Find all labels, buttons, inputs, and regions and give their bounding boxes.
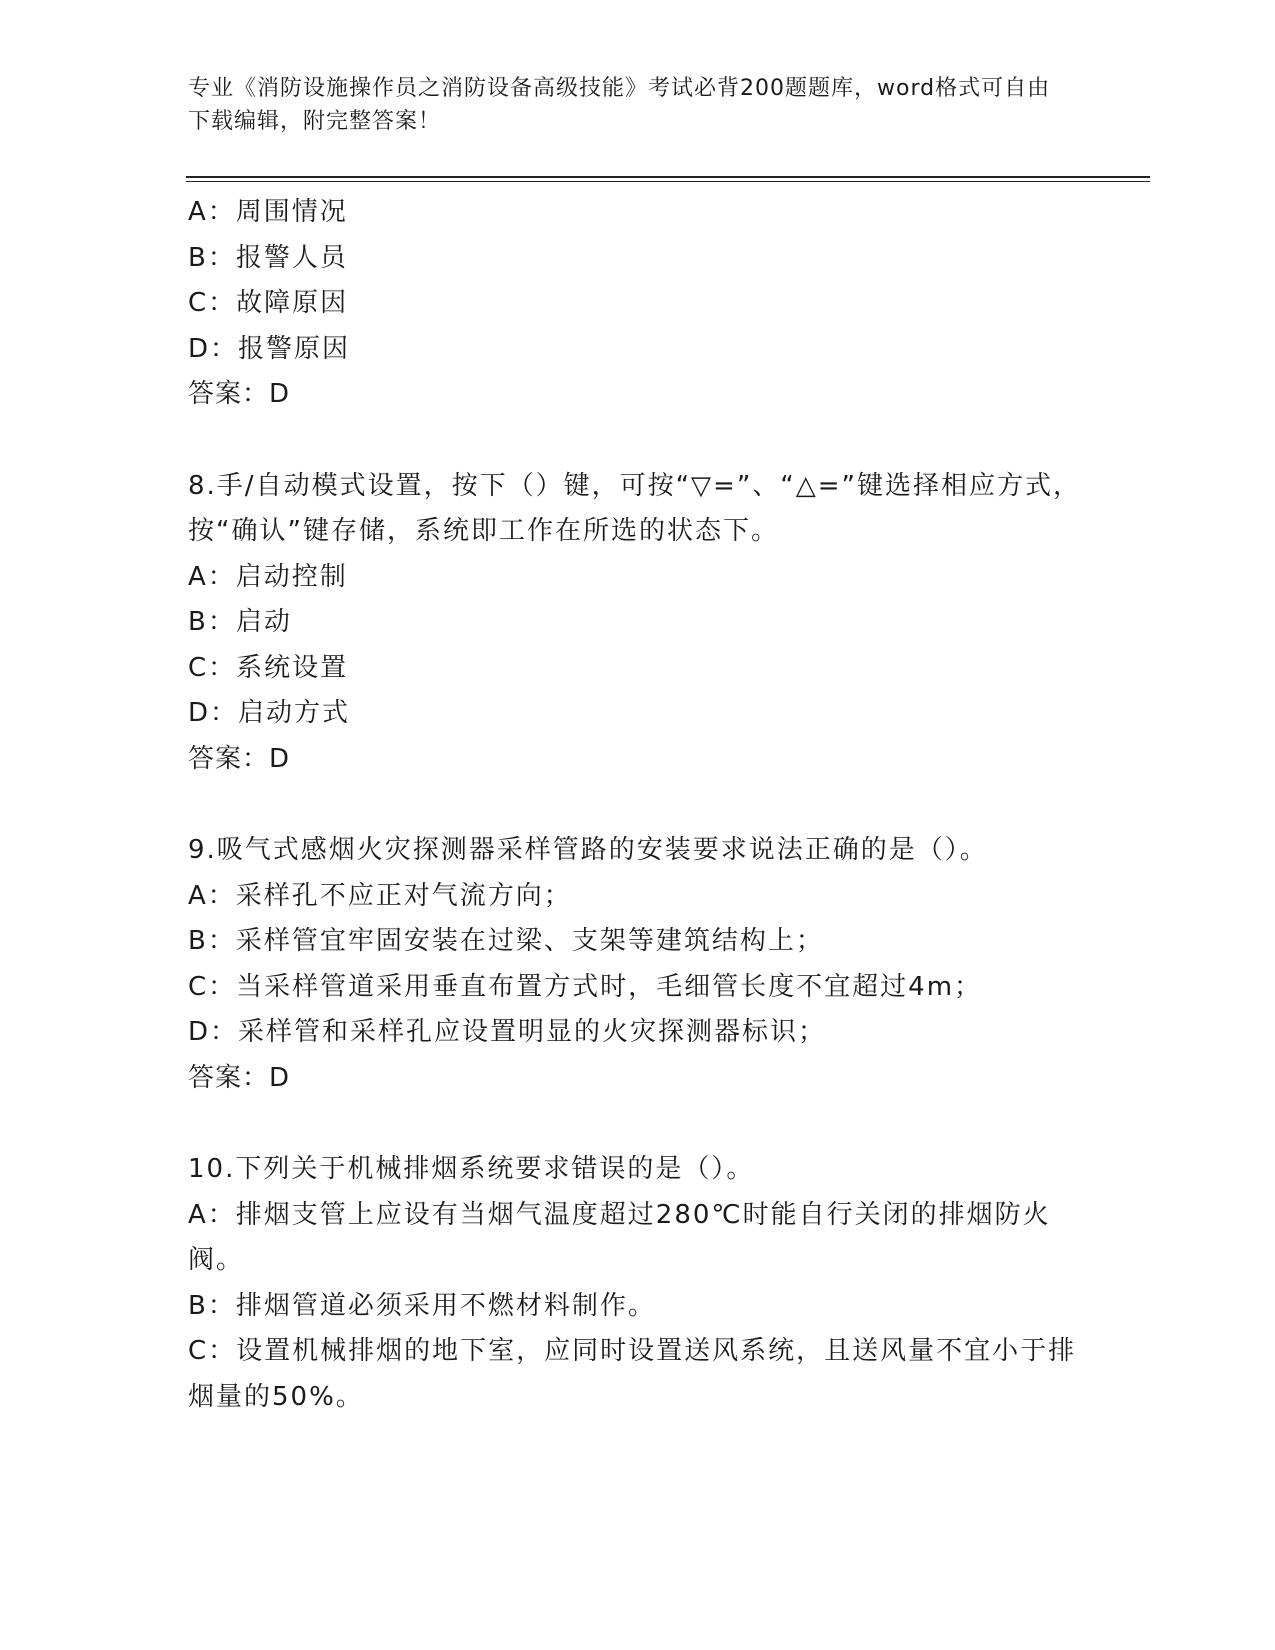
option-d: D：启动方式 — [188, 698, 351, 728]
option-c: C：当采样管道采用垂直布置方式时，毛细管长度不宜超过4m； — [188, 971, 983, 1002]
option-b: B：排烟管道必须采用不燃材料制作。 — [188, 1290, 656, 1321]
option-a: A：排烟支管上应设有当烟气温度超过280℃时能自行关闭的排烟防火阀。 — [188, 1199, 1051, 1275]
header-divider-thin — [186, 181, 1150, 182]
document-header: 专业《消防设施操作员之消防设备高级技能》考试必背200题题库，word格式可自由下载编辑，附完整答案！ — [188, 76, 1051, 134]
question-list — [188, 190, 1088, 1420]
question-stem: 9.吸气式感烟火灾探测器采样管路的安装要求说法正确的是（）。 — [188, 835, 988, 865]
option-c: C：故障原因 — [188, 288, 349, 318]
answer: 答案：D — [188, 1062, 291, 1093]
question-stem: 10.下列关于机械排烟系统要求错误的是（）。 — [188, 1154, 755, 1184]
option-a: A：采样孔不应正对气流方向； — [188, 880, 572, 911]
question-9 — [188, 828, 1088, 1101]
option-b: B：报警人员 — [188, 242, 348, 273]
option-c: C：设置机械排烟的地下室，应同时设置送风系统，且送风量不宜小于排烟量的50%。 — [188, 1336, 1077, 1412]
question-7-continued — [188, 190, 1088, 418]
option-d: D：报警原因 — [188, 333, 351, 364]
answer: 答案：D — [188, 743, 291, 774]
answer: 答案：D — [188, 379, 291, 409]
header-divider — [186, 176, 1150, 178]
option-d: D：采样管和采样孔应设置明显的火灾探测器标识； — [188, 1017, 827, 1047]
question-10 — [188, 1147, 1088, 1420]
option-a: A：周围情况 — [188, 197, 348, 227]
option-a: A：启动控制 — [188, 561, 348, 592]
option-b: B：采样管宜牢固安装在过梁、支架等建筑结构上； — [188, 926, 824, 956]
option-b: B：启动 — [188, 607, 292, 637]
question-stem: 8.手/自动模式设置，按下（）键，可按“▽=”、“△=”键选择相应方式，按“确认”键存储，系统即工作在所选的状态下。 — [188, 470, 1082, 546]
question-8 — [188, 464, 1088, 783]
option-c: C：系统设置 — [188, 652, 349, 683]
